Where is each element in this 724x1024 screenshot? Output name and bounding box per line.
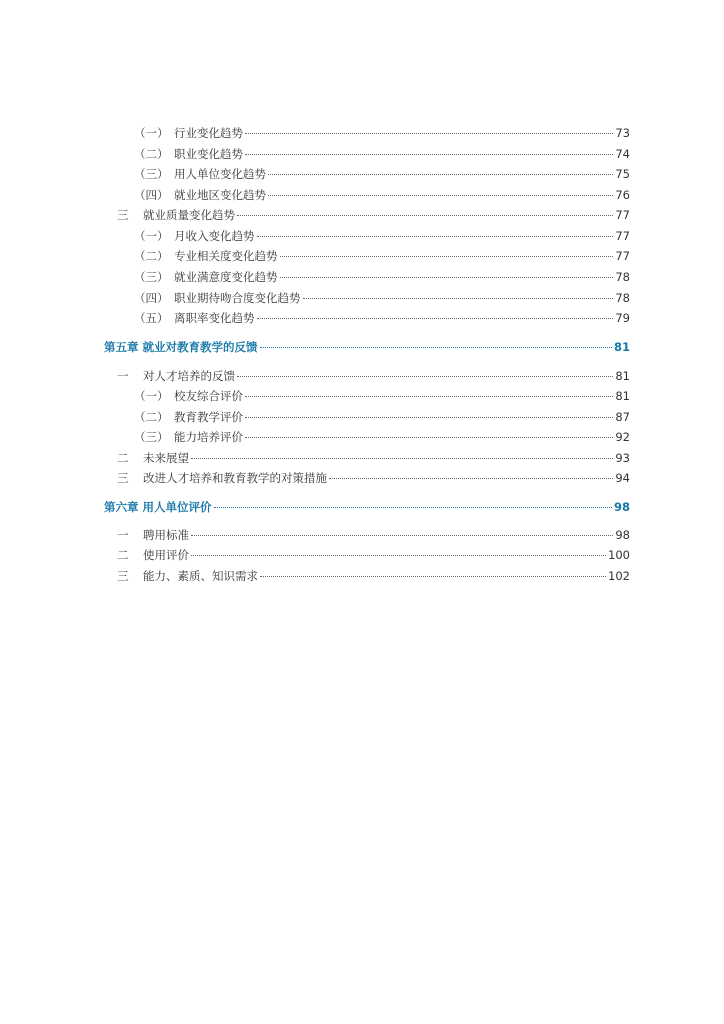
toc-chapter-entry[interactable] bbox=[104, 499, 630, 515]
toc-entry-page: 76 bbox=[615, 188, 630, 202]
toc-entry-page: 94 bbox=[615, 471, 630, 485]
dot-leader bbox=[191, 458, 613, 459]
dot-leader bbox=[245, 437, 613, 438]
toc-entry-page: 87 bbox=[615, 410, 630, 424]
toc-entry-number: （二） bbox=[134, 249, 169, 263]
toc-entry-page: 77 bbox=[615, 229, 630, 243]
toc-entry-page: 74 bbox=[615, 147, 630, 161]
toc-entry-number: （三） bbox=[134, 270, 169, 284]
toc-entry-number: （三） bbox=[134, 167, 169, 181]
toc-entry[interactable] bbox=[134, 310, 630, 326]
toc-entry[interactable] bbox=[117, 470, 630, 486]
toc-entry[interactable] bbox=[134, 290, 630, 306]
dot-leader bbox=[245, 396, 613, 397]
toc-entry-title: 用人单位变化趋势 bbox=[174, 167, 266, 181]
dot-leader bbox=[237, 215, 613, 216]
toc-entry-number: 一 bbox=[117, 369, 129, 383]
dot-leader bbox=[257, 236, 614, 237]
toc-entry-page: 77 bbox=[615, 249, 630, 263]
toc-entry-title: 能力、素质、知识需求 bbox=[143, 569, 258, 583]
toc-entry-title: 职业变化趋势 bbox=[174, 147, 243, 161]
toc-entry-title: 能力培养评价 bbox=[174, 430, 243, 444]
toc-entry-page: 77 bbox=[615, 208, 630, 222]
toc-entry-number: （一） bbox=[134, 229, 169, 243]
toc-entry-page: 79 bbox=[615, 311, 630, 325]
toc-entry-title: 校友综合评价 bbox=[174, 389, 243, 403]
toc-entry-title: 行业变化趋势 bbox=[174, 126, 243, 140]
toc-chapter-title: 第六章 用人单位评价 bbox=[104, 500, 212, 514]
dot-leader bbox=[260, 576, 606, 577]
toc-entry[interactable] bbox=[134, 187, 630, 203]
dot-leader bbox=[303, 298, 614, 299]
toc-entry-page: 81 bbox=[615, 369, 630, 383]
toc-entry-number: （二） bbox=[134, 410, 169, 424]
toc-entry-title: 职业期待吻合度变化趋势 bbox=[174, 291, 301, 305]
toc-entry[interactable] bbox=[134, 429, 630, 445]
toc-entry-title: 专业相关度变化趋势 bbox=[174, 249, 278, 263]
toc-entry[interactable] bbox=[134, 166, 630, 182]
toc-entry[interactable] bbox=[117, 547, 630, 563]
toc-entry-title: 离职率变化趋势 bbox=[174, 311, 255, 325]
toc-entry-title: 改进人才培养和教育教学的对策措施 bbox=[143, 471, 327, 485]
toc-entry-page: 92 bbox=[615, 430, 630, 444]
dot-leader bbox=[191, 555, 606, 556]
dot-leader bbox=[191, 535, 613, 536]
toc-entry[interactable] bbox=[117, 450, 630, 466]
toc-entry[interactable] bbox=[117, 207, 630, 223]
toc-entry-title: 就业满意度变化趋势 bbox=[174, 270, 278, 284]
toc-entry-number: 三 bbox=[117, 569, 129, 583]
toc-entry-page: 93 bbox=[615, 451, 630, 465]
toc-entry-number: （三） bbox=[134, 430, 169, 444]
dot-leader bbox=[280, 256, 614, 257]
toc-entry[interactable] bbox=[117, 568, 630, 584]
dot-leader bbox=[260, 347, 612, 348]
toc-entry-number: （一） bbox=[134, 126, 169, 140]
toc-entry-number: 三 bbox=[117, 471, 129, 485]
toc-entry-page: 78 bbox=[615, 270, 630, 284]
dot-leader bbox=[245, 133, 613, 134]
toc-entry-title: 对人才培养的反馈 bbox=[143, 369, 235, 383]
toc-entry-page: 98 bbox=[615, 528, 630, 542]
toc-entry-number: （四） bbox=[134, 188, 169, 202]
toc-entry-number: 一 bbox=[117, 528, 129, 542]
toc-entry-title: 未来展望 bbox=[143, 451, 189, 465]
toc-entry-title: 使用评价 bbox=[143, 548, 189, 562]
toc-entry-page: 78 bbox=[615, 291, 630, 305]
dot-leader bbox=[329, 478, 613, 479]
toc-entry-title: 聘用标准 bbox=[143, 528, 189, 542]
toc-entry-number: 三 bbox=[117, 208, 129, 222]
dot-leader bbox=[268, 174, 613, 175]
toc-entry-page: 100 bbox=[608, 548, 630, 562]
toc-entry[interactable] bbox=[134, 409, 630, 425]
toc-entry-page: 81 bbox=[615, 389, 630, 403]
toc-chapter-page: 81 bbox=[613, 340, 630, 354]
toc-entry-number: （五） bbox=[134, 311, 169, 325]
dot-leader bbox=[245, 417, 613, 418]
toc-entry[interactable] bbox=[134, 228, 630, 244]
dot-leader bbox=[257, 318, 614, 319]
toc-entry[interactable] bbox=[134, 269, 630, 285]
toc-entry-page: 75 bbox=[615, 167, 630, 181]
toc-entry[interactable] bbox=[134, 125, 630, 141]
toc-entry-page: 73 bbox=[615, 126, 630, 140]
toc-entry-title: 月收入变化趋势 bbox=[174, 229, 255, 243]
dot-leader bbox=[214, 507, 612, 508]
toc-entry[interactable] bbox=[117, 527, 630, 543]
toc-entry[interactable] bbox=[134, 388, 630, 404]
toc-entry-number: （二） bbox=[134, 147, 169, 161]
dot-leader bbox=[237, 376, 613, 377]
toc-entry[interactable] bbox=[134, 146, 630, 162]
toc-entry-page: 102 bbox=[608, 569, 630, 583]
toc-entry-number: （一） bbox=[134, 389, 169, 403]
toc-entry-title: 就业地区变化趋势 bbox=[174, 188, 266, 202]
toc-entry-number: （四） bbox=[134, 291, 169, 305]
toc-entry-number: 二 bbox=[117, 451, 129, 465]
toc-entry-title: 就业质量变化趋势 bbox=[143, 208, 235, 222]
toc-chapter-page: 98 bbox=[613, 500, 630, 514]
toc-entry-title: 教育教学评价 bbox=[174, 410, 243, 424]
dot-leader bbox=[280, 277, 614, 278]
dot-leader bbox=[268, 195, 613, 196]
dot-leader bbox=[245, 154, 613, 155]
toc-entry[interactable] bbox=[134, 248, 630, 264]
toc-chapter-entry[interactable] bbox=[104, 339, 630, 355]
toc-entry[interactable] bbox=[117, 368, 630, 384]
toc-entry-number: 二 bbox=[117, 548, 129, 562]
toc-chapter-title: 第五章 就业对教育教学的反馈 bbox=[104, 340, 258, 354]
